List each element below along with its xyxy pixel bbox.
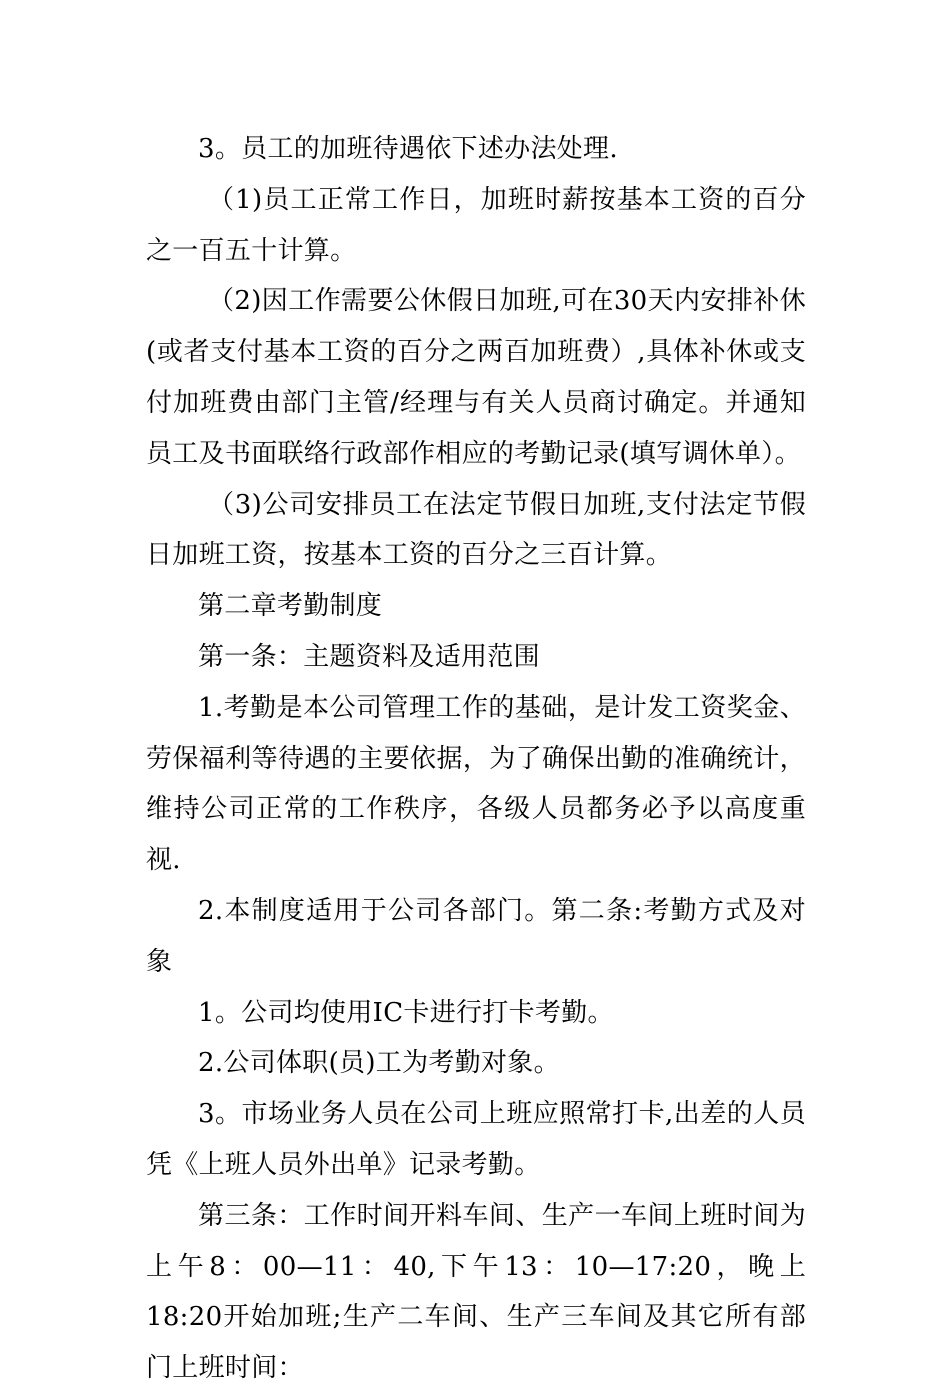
paragraph-overtime-rest-day: （2)因工作需要公休假日加班,可在30天内安排补休(或者支付基本工资的百分之两百加班费）,具体补休或支付加班费由部门主管/经理与有关人员商讨确定。并通知员工及书面联络行政部作相应的考勤记录(填写调休单）。 (146, 286, 806, 469)
paragraph-attendance-object: 2.公司体职(员)工为考勤对象。 (198, 1048, 560, 1079)
paragraph-attendance-basis: 1.考勤是本公司管理工作的基础，是计发工资奖金、劳保福利等待遇的主要依据，为了确保出勤的准确统计，维持公司正常的工作秩序，各级人员都务必予以高度重视. (146, 692, 806, 876)
document-body (146, 124, 806, 1394)
paragraph-ic-card: 1。公司均使用IC卡进行打卡考勤。 (198, 997, 614, 1028)
paragraph-overtime-holiday: （3)公司安排员工在法定节假日加班,支付法定节假日加班工资，按基本工资的百分之三百计算。 (146, 489, 806, 571)
paragraph-market-staff: 3。市场业务人员在公司上班应照常打卡,出差的人员凭《上班人员外出单》记录考勤。 (146, 1099, 806, 1180)
paragraph-overtime-weekday: （1)员工正常工作日，加班时薪按基本工资的百分之一百五十计算。 (146, 184, 806, 266)
paragraph-scope: 2.本制度适用于公司各部门。第二条:考勤方式及对象 (146, 895, 806, 977)
paragraph-working-hours: 第三条：工作时间开料车间、生产一车间上班时间为上午8：00—11：40,下午13：10—17:20，晚上18:20开始加班;生产二车间、生产三车间及其它所有部门上班时间： (146, 1200, 806, 1384)
paragraph-overtime-rule: 3。员工的加班待遇依下述办法处理. (198, 134, 618, 164)
article-one-heading: 第一条：主题资料及适用范围 (198, 641, 540, 672)
chapter-heading: 第二章考勤制度 (198, 591, 383, 622)
